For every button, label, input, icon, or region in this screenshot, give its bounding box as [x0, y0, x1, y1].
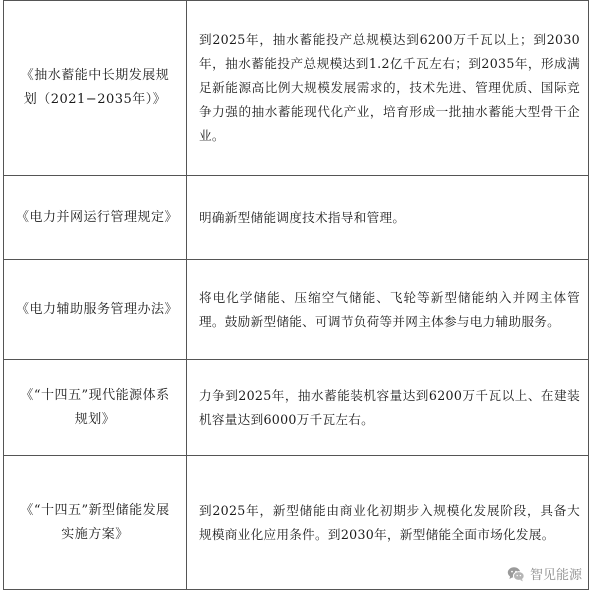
- policy-table: [3, 0, 589, 590]
- policy-description: 到2025年，新型储能由商业化初期步入规模化发展阶段，具备大规模商业化应用条件。到2030年，新型储能全面市场化发展。: [187, 456, 589, 590]
- policy-description: 到2025年，抽水蓄能投产总规模达到6200万千瓦以上；到2030年，抽水蓄能投产总规模达到1.2亿千瓦左右；到2035年，形成满足新能源高比例大规模发展需求的，技术先进、管理优质、国际竞争力强的抽水蓄能现代化产业，培育形成一批抽水蓄能大型骨干企业。: [187, 1, 589, 176]
- policy-name: 《电力辅助服务管理办法》: [4, 260, 187, 360]
- policy-name: 《抽水蓄能中长期发展规划（2021−2035年）》: [4, 1, 187, 176]
- wechat-icon: [507, 566, 525, 582]
- policy-name: 《“十四五”新型储能发展实施方案》: [4, 456, 187, 590]
- table-row: [4, 176, 589, 260]
- policy-description: 将电化学储能、压缩空气储能、飞轮等新型储能纳入并网主体管理。鼓励新型储能、可调节负荷等并网主体参与电力辅助服务。: [187, 260, 589, 360]
- table-row: [4, 456, 589, 590]
- table-row: [4, 360, 589, 456]
- policy-description: 力争到2025年，抽水蓄能装机容量达到6200万千瓦以上、在建装机容量达到6000万千瓦左右。: [187, 360, 589, 456]
- policy-description: 明确新型储能调度技术指导和管理。: [187, 176, 589, 260]
- policy-name: 《电力并网运行管理规定》: [4, 176, 187, 260]
- watermark: [507, 564, 582, 583]
- policy-name: 《“十四五”现代能源体系规划》: [4, 360, 187, 456]
- table-row: [4, 1, 589, 176]
- watermark-text: 智见能源: [529, 568, 582, 583]
- table-row: [4, 260, 589, 360]
